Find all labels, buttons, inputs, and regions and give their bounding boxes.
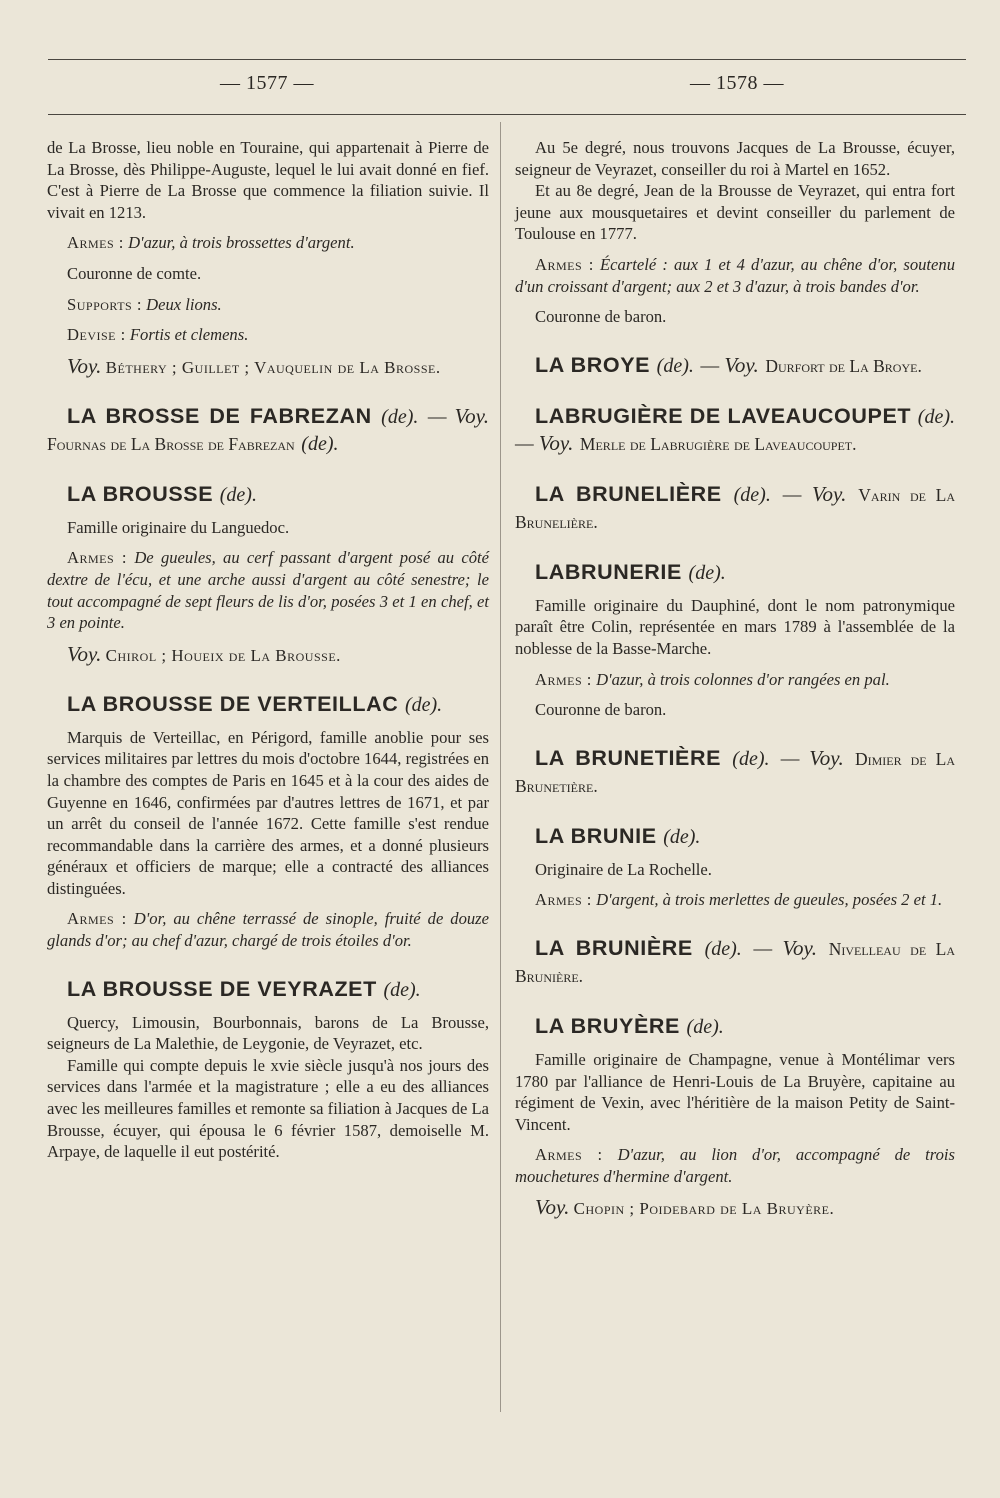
armes-line	[515, 669, 955, 691]
entry-text: Famille originaire du Languedoc.	[67, 517, 290, 537]
entry-name: LA BRUNIÈRE	[535, 935, 693, 960]
entry-name: LA BROYE	[535, 352, 651, 377]
entry-particle: (de).	[732, 747, 770, 770]
supports-label: Supports :	[67, 294, 142, 314]
devise-text: Fortis et clemens.	[129, 325, 249, 345]
entry-heading	[515, 935, 955, 989]
entry-heading	[515, 559, 955, 586]
voy-word: — Voy.	[753, 935, 817, 960]
entry-text: Originaire de La Rochelle.	[535, 859, 712, 879]
armes-text: D'or, au chêne terrassé de sinople, fruité de douze glands d'or; au chef d'azur, chargé de trois étoiles d'or.	[47, 909, 490, 951]
voy-ref: Varin de La Brunelière.	[515, 484, 956, 532]
voy-line	[515, 1196, 955, 1220]
entry-text: de La Brosse, lieu noble en Touraine, qui appartenait à Pierre de La Brosse, dès Philippe-Auguste, lequel le lui avait donné en fief. C'est à Pierre de La Brosse que commence la filiation suivie. Il vivait en 1213.	[47, 138, 489, 222]
couronne-line: Couronne de baron.	[535, 700, 667, 720]
voy-word: Voy.	[67, 641, 102, 666]
supports-line	[47, 294, 489, 316]
voy-word: — Voy.	[427, 403, 490, 428]
voy-refs: Béthery ; Guillet ; Vauquelin de La Brosse.	[105, 357, 441, 377]
armes-label: Armes :	[535, 669, 592, 689]
armes-label: Armes :	[535, 890, 592, 910]
entry-particle: (de).	[733, 483, 771, 506]
armes-label: Armes :	[535, 254, 594, 274]
armes-line	[47, 547, 489, 633]
column-divider	[500, 122, 501, 1412]
voy-ref: Durfort de La Broye.	[765, 355, 922, 376]
entry-particle: (de).	[404, 693, 443, 716]
entry-heading	[515, 745, 955, 799]
entry-name: LA BROUSSE DE VEYRAZET	[67, 976, 377, 1001]
entry-particle: (de).	[381, 405, 419, 428]
devise-label: Devise :	[67, 325, 126, 345]
armes-text: D'azur, à trois colonnes d'or rangées en pal.	[596, 669, 890, 689]
voy-word: Voy.	[535, 1195, 570, 1220]
header-rule	[48, 114, 966, 115]
armes-text: Écartelé : aux 1 et 4 d'azur, au chêne d'or, soutenu d'un croissant d'argent; aux 2 et 3 d'azur, à trois bandes d'or.	[515, 254, 955, 296]
armes-line	[47, 908, 489, 951]
entry-text: Et au 8e degré, Jean de la Brousse de Veyrazet, qui entra fort jeune aux mousquetaires et devint conseiller du parlement de Toulouse en 1777.	[515, 181, 955, 244]
entry-text: Marquis de Verteillac, en Périgord, famille anoblie pour ses services militaires par lettres du mois d'octobre 1644, registrées en la chambre des comptes de Paris en 1645 et à la cour des aides de Guyenne en 1646, confirmées par d'autres lettres de 1671, et par un arrêt du conseil de l'année 1672. Cette famille s'est rendue recommandable dans la carrière des armes, et a donné plusieurs généraux et officiers de marque; elle a contracté des alliances distinguées.	[47, 727, 489, 898]
voy-word: — Voy.	[700, 352, 759, 377]
voy-word: — Voy.	[782, 481, 847, 506]
voy-refs: Chopin ; Poidebard de La Bruyère.	[573, 1199, 835, 1219]
armes-line	[515, 1144, 955, 1187]
voy-word: Voy.	[67, 353, 102, 378]
voy-ref: Nivelleau de La Brunière.	[515, 938, 956, 986]
entry-particle: (de).	[301, 432, 339, 455]
left-column	[47, 137, 489, 1163]
voy-ref: Merle de Labrugière de Laveaucoupet.	[579, 433, 857, 454]
voy-line	[47, 355, 489, 379]
entry-particle: (de).	[219, 483, 257, 506]
entry-particle: (de).	[383, 978, 421, 1001]
voy-word: — Voy.	[780, 745, 844, 770]
entry-name: LA BRUNIE	[535, 823, 657, 848]
couronne-line: Couronne de comte.	[67, 263, 202, 283]
right-page-number: — 1578 —	[690, 72, 784, 94]
devise-line	[47, 324, 489, 346]
entry-text: Quercy, Limousin, Bourbonnais, barons de La Brousse, seigneurs de La Malethie, de Leygonie, de Veyrazet, etc.	[47, 1012, 489, 1054]
left-page-number: — 1577 —	[220, 72, 314, 94]
voy-ref: Fournas de La Brosse de Fabrezan	[47, 433, 295, 454]
entry-heading	[515, 403, 955, 457]
entry-text: Famille qui compte depuis le xvie siècle jusqu'à nos jours des services dans l'armée et la magistrature ; elle a eu des alliances avec les meilleures familles et remonte sa filiation à Jacques de La Brousse, écuyer, qui épousa le 6 février 1587, demoiselle M. Arpaye, de laquelle il eut postérité.	[47, 1055, 489, 1162]
supports-text: Deux lions.	[146, 294, 222, 314]
couronne-line: Couronne de baron.	[535, 307, 667, 327]
entry-name: LA BRUNETIÈRE	[535, 745, 722, 770]
entry-text: Famille originaire de Champagne, venue à Montélimar vers 1780 par l'alliance de Henri-Louis de La Bruyère, capitaine au régiment de Vexin, avec l'héritière de la maison Petity de Saint-Vincent.	[515, 1049, 955, 1134]
armes-line	[515, 254, 955, 297]
entry-name: LABRUGIÈRE DE LAVEAUCOUPET	[535, 403, 912, 428]
armes-text: De gueules, au cerf passant d'argent posé au côté dextre de l'écu, et une arche aussi d'argent au côté senestre; le tout accompagné de sept fleurs de lis d'or, posées 3 et 1 en chef, et 3 en pointe.	[47, 548, 489, 633]
voy-line	[47, 643, 489, 667]
voy-refs: Chirol ; Houeix de La Brousse.	[105, 645, 341, 665]
armes-label: Armes :	[67, 548, 128, 568]
armes-label: Armes :	[67, 909, 127, 929]
right-column	[515, 137, 955, 1220]
armes-label: Armes :	[67, 233, 124, 253]
armes-label: Armes :	[535, 1145, 603, 1165]
entry-particle: (de).	[663, 825, 701, 848]
armes-text: D'azur, à trois brossettes d'argent.	[128, 233, 355, 253]
armes-line	[515, 889, 955, 911]
entry-name: LA BRUNELIÈRE	[535, 481, 722, 506]
entry-heading	[47, 691, 489, 718]
entry-heading	[47, 481, 489, 508]
entry-name: LA BROUSSE	[67, 481, 214, 506]
entry-heading	[515, 352, 955, 379]
armes-line	[47, 232, 489, 254]
armes-text: D'argent, à trois merlettes de gueules, posées 2 et 1.	[596, 890, 943, 910]
entry-particle: (de).	[656, 354, 694, 377]
entry-text: Au 5e degré, nous trouvons Jacques de La Brousse, écuyer, seigneur de Veyrazet, conseiller du roi à Martel en 1652.	[515, 138, 955, 179]
entry-particle: (de).	[917, 405, 955, 428]
entry-heading	[515, 481, 955, 535]
entry-heading	[47, 403, 489, 457]
entry-particle: (de).	[704, 937, 742, 960]
entry-text: Famille originaire du Dauphiné, dont le nom patronymique paraît être Colin, représentée en mars 1789 à l'assemblée de la noblesse de la Basse-Marche.	[515, 595, 955, 658]
voy-ref: Dimier de La Brunetière.	[515, 748, 956, 796]
entry-heading	[515, 823, 955, 850]
entry-name: LABRUNERIE	[535, 559, 682, 584]
entry-name: LA BROSSE DE FABREZAN	[67, 403, 372, 428]
entry-particle: (de).	[686, 1015, 724, 1038]
voy-word: — Voy.	[515, 430, 574, 455]
entry-name: LA BRUYÈRE	[535, 1013, 680, 1038]
entry-heading	[47, 976, 489, 1003]
entry-particle: (de).	[688, 561, 726, 584]
entry-name: LA BROUSSE DE VERTEILLAC	[67, 691, 399, 716]
entry-heading	[515, 1013, 955, 1040]
top-rule	[48, 59, 966, 60]
armes-text: D'azur, au lion d'or, accompagné de trois mouchetures d'hermine d'argent.	[515, 1145, 955, 1186]
